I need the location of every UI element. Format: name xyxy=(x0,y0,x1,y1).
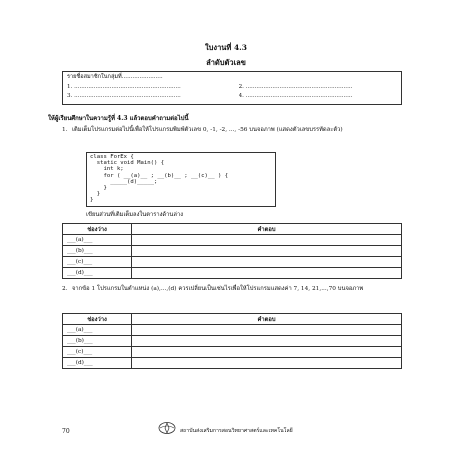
table-row xyxy=(63,347,402,358)
question-2-number: 2. xyxy=(62,286,68,292)
answer-table-1 xyxy=(62,223,402,279)
table-row xyxy=(63,336,402,347)
table-row xyxy=(63,246,402,257)
institute-logo-icon xyxy=(158,421,176,435)
page-number: 70 xyxy=(62,428,70,435)
table-row xyxy=(63,358,402,369)
answer-cell[interactable] xyxy=(132,325,402,336)
table-row xyxy=(63,257,402,268)
member-row-1 xyxy=(67,83,397,93)
fill-note: เขียนส่วนที่เติมเต็มลงในตารางด้านล่าง xyxy=(86,212,184,218)
question-2 xyxy=(62,285,402,294)
question-1 xyxy=(62,126,402,135)
worksheet-subtitle: ลำดับตัวเลข xyxy=(206,58,246,67)
blank-cell: ___(a)___ xyxy=(63,325,132,336)
worksheet-title: ใบงานที่ 4.3 xyxy=(204,43,248,52)
footer-org-text: สถาบันส่งเสริมการสอนวิทยาศาสตร์และเทคโนโลยี xyxy=(180,428,293,434)
blank-cell: ___(c)___ xyxy=(63,347,132,358)
table-header-blank: ช่องว่าง xyxy=(63,314,132,325)
blank-cell: ___(b)___ xyxy=(63,336,132,347)
question-1-text: เติมเต็มโปรแกรมต่อไปนี้เพื่อให้โปรแกรมพิมพ์ตัวเลข 0, -1, -2, ..., -56 บนจอภาพ (แสดงตัวเลขบรรทัดละตัว) xyxy=(72,127,343,133)
instruction: ให้ผู้เรียนศึกษาในความรู้ที่ 4.3 แล้วตอบคำถามต่อไปนี้ xyxy=(48,115,189,122)
table-header-row xyxy=(63,314,402,325)
table-row xyxy=(63,235,402,246)
member-row-2 xyxy=(67,92,397,102)
answer-cell[interactable] xyxy=(132,246,402,257)
member-line-4[interactable]: 4. ............................................................ xyxy=(238,93,353,99)
blank-cell: ___(d)___ xyxy=(63,358,132,369)
answer-cell[interactable] xyxy=(132,257,402,268)
table-header-row xyxy=(63,224,402,235)
table-header-blank: ช่องว่าง xyxy=(63,224,132,235)
blank-cell: ___(a)___ xyxy=(63,235,132,246)
member-line-2[interactable]: 2. ............................................................ xyxy=(238,83,353,90)
question-1-number: 1. xyxy=(62,127,68,133)
table-row xyxy=(63,325,402,336)
table-header-answer: คำตอบ xyxy=(132,314,402,325)
table-row xyxy=(63,268,402,279)
answer-cell[interactable] xyxy=(132,347,402,358)
answer-cell[interactable] xyxy=(132,336,402,347)
blank-cell: ___(d)___ xyxy=(63,268,132,279)
answer-cell[interactable] xyxy=(132,268,402,279)
member-line-3[interactable]: 3. ............................................................ xyxy=(67,93,181,99)
table-header-answer: คำตอบ xyxy=(132,224,402,235)
blank-cell: ___(b)___ xyxy=(63,246,132,257)
code-box: class ForEx { static void Main() { int k; for ( __(a)__ ; __(b)__ ; __(c)__ ) { _____(d)_____; } } } xyxy=(86,152,276,207)
answer-cell[interactable] xyxy=(132,235,402,246)
member-line-1[interactable]: 1. ............................................................ xyxy=(67,83,181,90)
member-box xyxy=(62,71,402,105)
answer-table-2 xyxy=(62,313,402,369)
question-2-text: จากข้อ 1 โปรแกรมในตำแหน่ง (a),...,(d) ควรเปลี่ยนเป็นเช่นไรเพื่อให้โปรแกรมแสดงค่า 7, 14, 21,...,70 บนจอภาพ xyxy=(72,286,364,292)
member-group-label: รายชื่อสมาชิกในกลุ่มที่....................... xyxy=(67,74,163,80)
answer-cell[interactable] xyxy=(132,358,402,369)
blank-cell: ___(c)___ xyxy=(63,257,132,268)
